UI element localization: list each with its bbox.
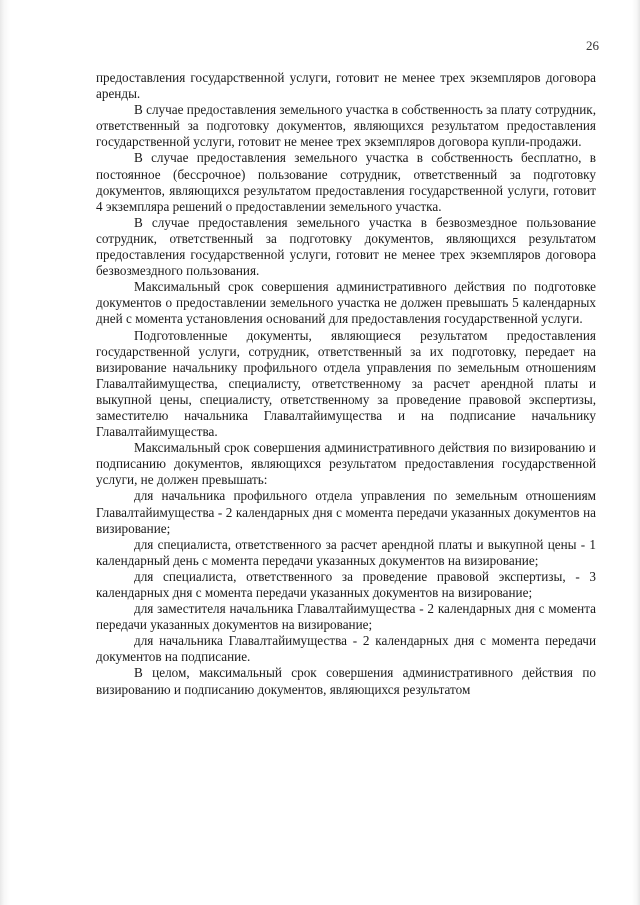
scan-edge-right: [632, 0, 640, 905]
document-body: [96, 70, 596, 698]
list-item: для специалиста, ответственного за проведение правовой экспертизы, - 3 календарных дня с момента передачи указанных документов на визирование;: [96, 568, 596, 600]
list-item: для начальника Главалтайимущества - 2 календарных дня с момента передачи документов на подписание.: [96, 633, 596, 665]
paragraph: Максимальный срок совершения административного действия по визированию и подписанию документов, являющихся результатом предоставления государственной услуги, не должен превышать:: [96, 440, 596, 488]
paragraph: В случае предоставления земельного участка в собственность за плату сотрудник, ответственный за подготовку документов, являющихся результатом предоставления государственной услуги, готовит не менее трех экземпляров договора купли-продажи.: [96, 102, 597, 150]
paragraph: предоставления государственной услуги, готовит не менее трех экземпляров договора аренды.: [96, 70, 596, 102]
scan-edge-left: [0, 0, 10, 905]
paragraph: В целом, максимальный срок совершения административного действия по визированию и подписанию документов, являющихся результатом: [96, 665, 596, 697]
paragraph: Подготовленные документы, являющиеся результатом предоставления государственной услуги, сотрудник, ответственный за их подготовку, передает на визирование начальнику профильного отдела управления по земельным отношениям Главалтайимущества, специалисту, ответственному за расчет арендной платы и выкупной цены, специалисту, ответственному за проведение правовой экспертизы, заместителю начальника Главалтайимущества и на подписание начальнику Главалтайимущества.: [96, 327, 596, 440]
list-item: для заместителя начальника Главалтайимущества - 2 календарных дня с момента передачи указанных документов на визирование;: [96, 601, 596, 633]
list-item: для специалиста, ответственного за расчет арендной платы и выкупной цены - 1 календарный день с момента передачи указанных документов на визирование;: [96, 536, 596, 568]
page-number: 26: [586, 38, 599, 53]
paragraph: В случае предоставления земельного участка в собственность бесплатно, в постоянное (бессрочное) пользование сотрудник, ответственный за подготовку документов, являющихся результатом предоставления государственной услуги, готовит 4 экземпляра решений о предоставлении земельного участка.: [96, 150, 596, 214]
paragraph: Максимальный срок совершения административного действия по подготовке документов о предоставлении земельного участка не должен превышать 5 календарных дней с момента установления оснований для предоставления государственной услуги.: [96, 279, 596, 327]
list-item: для начальника профильного отдела управления по земельным отношениям Главалтайимущества - 2 календарных дня с момента передачи указанных документов на визирование;: [96, 488, 596, 536]
paragraph: В случае предоставления земельного участка в безвозмездное пользование сотрудник, ответственный за подготовку документов, являющихся результатом предоставления государственной услуги, готовит не менее трех экземпляров договора безвозмездного пользования.: [96, 214, 596, 279]
